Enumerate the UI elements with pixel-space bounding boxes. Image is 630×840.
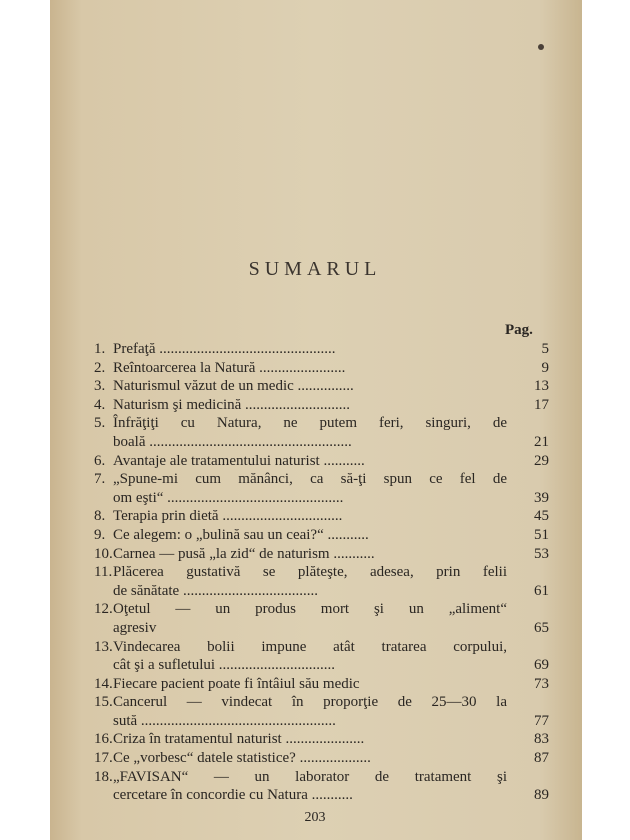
- toc-entry-number: 3.: [94, 378, 106, 395]
- toc-entry-title: Vindecarea bolii impune atât tratarea corpului,: [113, 638, 507, 655]
- toc-entry: [94, 340, 549, 359]
- toc-entry-page: 17: [534, 396, 549, 413]
- toc-entry-title: Ce alegem: o „bulină sau un ceai?“ ...........: [113, 526, 369, 543]
- toc-entry-page: 39: [534, 489, 549, 506]
- toc-entry-number: 5.: [94, 415, 106, 432]
- toc-entry-title: Criza în tratamentul naturist .....................: [113, 731, 365, 748]
- toc-entry-title: Avantaje ale tratamentului naturist ...........: [113, 452, 365, 469]
- toc-entry-title: de sănătate ....................................: [113, 582, 318, 599]
- toc-entry-number: 7.: [94, 471, 106, 488]
- toc-entry-number: 9.: [94, 526, 106, 543]
- page-column-header: Pag.: [505, 322, 533, 338]
- toc-entry-page: 73: [534, 675, 549, 692]
- toc-entry-title: sută ....................................................: [113, 712, 336, 729]
- toc-entry-page: 45: [534, 508, 549, 525]
- toc-entry: [94, 359, 549, 378]
- toc-entry: [94, 507, 549, 526]
- toc-entry-number: 10.: [94, 545, 113, 562]
- toc-entry-number: 1.: [94, 341, 106, 357]
- toc-entry-title: Naturismul văzut de un medic ...............: [113, 378, 354, 395]
- page-title: SUMARUL: [248, 258, 382, 280]
- toc-entry-title: Oţetul — un produs mort şi un „aliment“: [113, 601, 507, 618]
- toc-entry-number: 13.: [94, 638, 113, 655]
- toc-entry-number: 15.: [94, 694, 113, 711]
- toc-entry-page: 13: [534, 378, 549, 395]
- toc-entry-title: cât şi a sufletului ...............................: [113, 657, 336, 674]
- toc-entry-number: 17.: [94, 750, 113, 767]
- toc-entry-number: 18.: [94, 768, 113, 785]
- toc-entry: [94, 526, 549, 545]
- toc-entry: [94, 377, 549, 396]
- toc-entry-number: 14.: [94, 675, 113, 692]
- toc-entry: [94, 693, 549, 730]
- table-of-contents: [94, 340, 549, 805]
- toc-entry-page: 61: [534, 582, 549, 599]
- toc-entry-title: Ce „vorbesc“ datele statistice? ...................: [113, 750, 371, 767]
- toc-entry-number: 6.: [94, 452, 106, 469]
- toc-entry: [94, 563, 549, 600]
- toc-entry: [94, 600, 549, 637]
- toc-entry-number: 11.: [94, 564, 113, 581]
- toc-entry: [94, 749, 549, 768]
- toc-entry: [94, 545, 549, 564]
- toc-entry-title: Carnea — pusă „la zid“ de naturism ...........: [113, 545, 375, 562]
- toc-entry-page: 29: [534, 452, 549, 469]
- toc-entry-title: cercetare în concordie cu Natura ...........: [113, 787, 353, 804]
- toc-entry-number: 4.: [94, 396, 106, 413]
- toc-entry-title: „Spune-mi cum mănânci, ca să-ţi spun ce fel de: [113, 471, 507, 488]
- toc-entry-title: agresiv: [113, 619, 157, 636]
- toc-entry: [94, 452, 549, 471]
- toc-entry-title: Prefaţă ...............................................: [113, 341, 336, 357]
- toc-entry-page: 51: [534, 526, 549, 543]
- toc-entry: [94, 675, 549, 694]
- toc-entry: [94, 470, 549, 507]
- toc-entry: [94, 396, 549, 415]
- toc-entry-number: 2.: [94, 359, 106, 376]
- toc-entry-page: 87: [534, 750, 549, 767]
- toc-entry-title: Naturism şi medicină ............................: [113, 396, 351, 413]
- toc-entry-number: 8.: [94, 508, 106, 525]
- toc-entry: [94, 768, 549, 805]
- toc-entry-page: 5: [541, 341, 549, 357]
- toc-entry-title: Terapia prin dietă ................................: [113, 508, 343, 525]
- toc-entry-title: Reîntoarcerea la Natură .......................: [113, 359, 346, 376]
- toc-entry-page: 53: [534, 545, 549, 562]
- toc-entry-page: 89: [534, 787, 549, 804]
- toc-entry-title: „FAVISAN“ — un laborator de tratament şi: [113, 768, 507, 785]
- toc-entry-page: 65: [534, 619, 549, 636]
- toc-entry-page: 69: [534, 657, 549, 674]
- toc-entry: [94, 730, 549, 749]
- toc-entry-page: 9: [541, 359, 549, 376]
- toc-entry-title: Înfrăţiţi cu Natura, ne putem feri, singuri, de: [113, 415, 507, 432]
- toc-entry-page: 83: [534, 731, 549, 748]
- toc-entry-title: boală ......................................................: [113, 433, 352, 450]
- toc-entry: [94, 638, 549, 675]
- toc-entry-title: Cancerul — vindecat în proporţie de 25—30 la: [113, 694, 507, 711]
- toc-entry-number: 12.: [94, 601, 113, 618]
- ink-speck: [538, 44, 544, 50]
- toc-entry-page: 21: [534, 433, 549, 450]
- toc-entry-title: Plăcerea gustativă se plăteşte, adesea, prin felii: [113, 564, 507, 581]
- toc-entry-title: Fiecare pacient poate fi întâiul său medic: [113, 675, 360, 692]
- toc-entry-number: 16.: [94, 731, 113, 748]
- toc-entry-page: 77: [534, 712, 549, 729]
- toc-entry-title: om eşti“ ...............................................: [113, 489, 344, 506]
- toc-entry: [94, 414, 549, 451]
- page-number: 203: [304, 810, 326, 825]
